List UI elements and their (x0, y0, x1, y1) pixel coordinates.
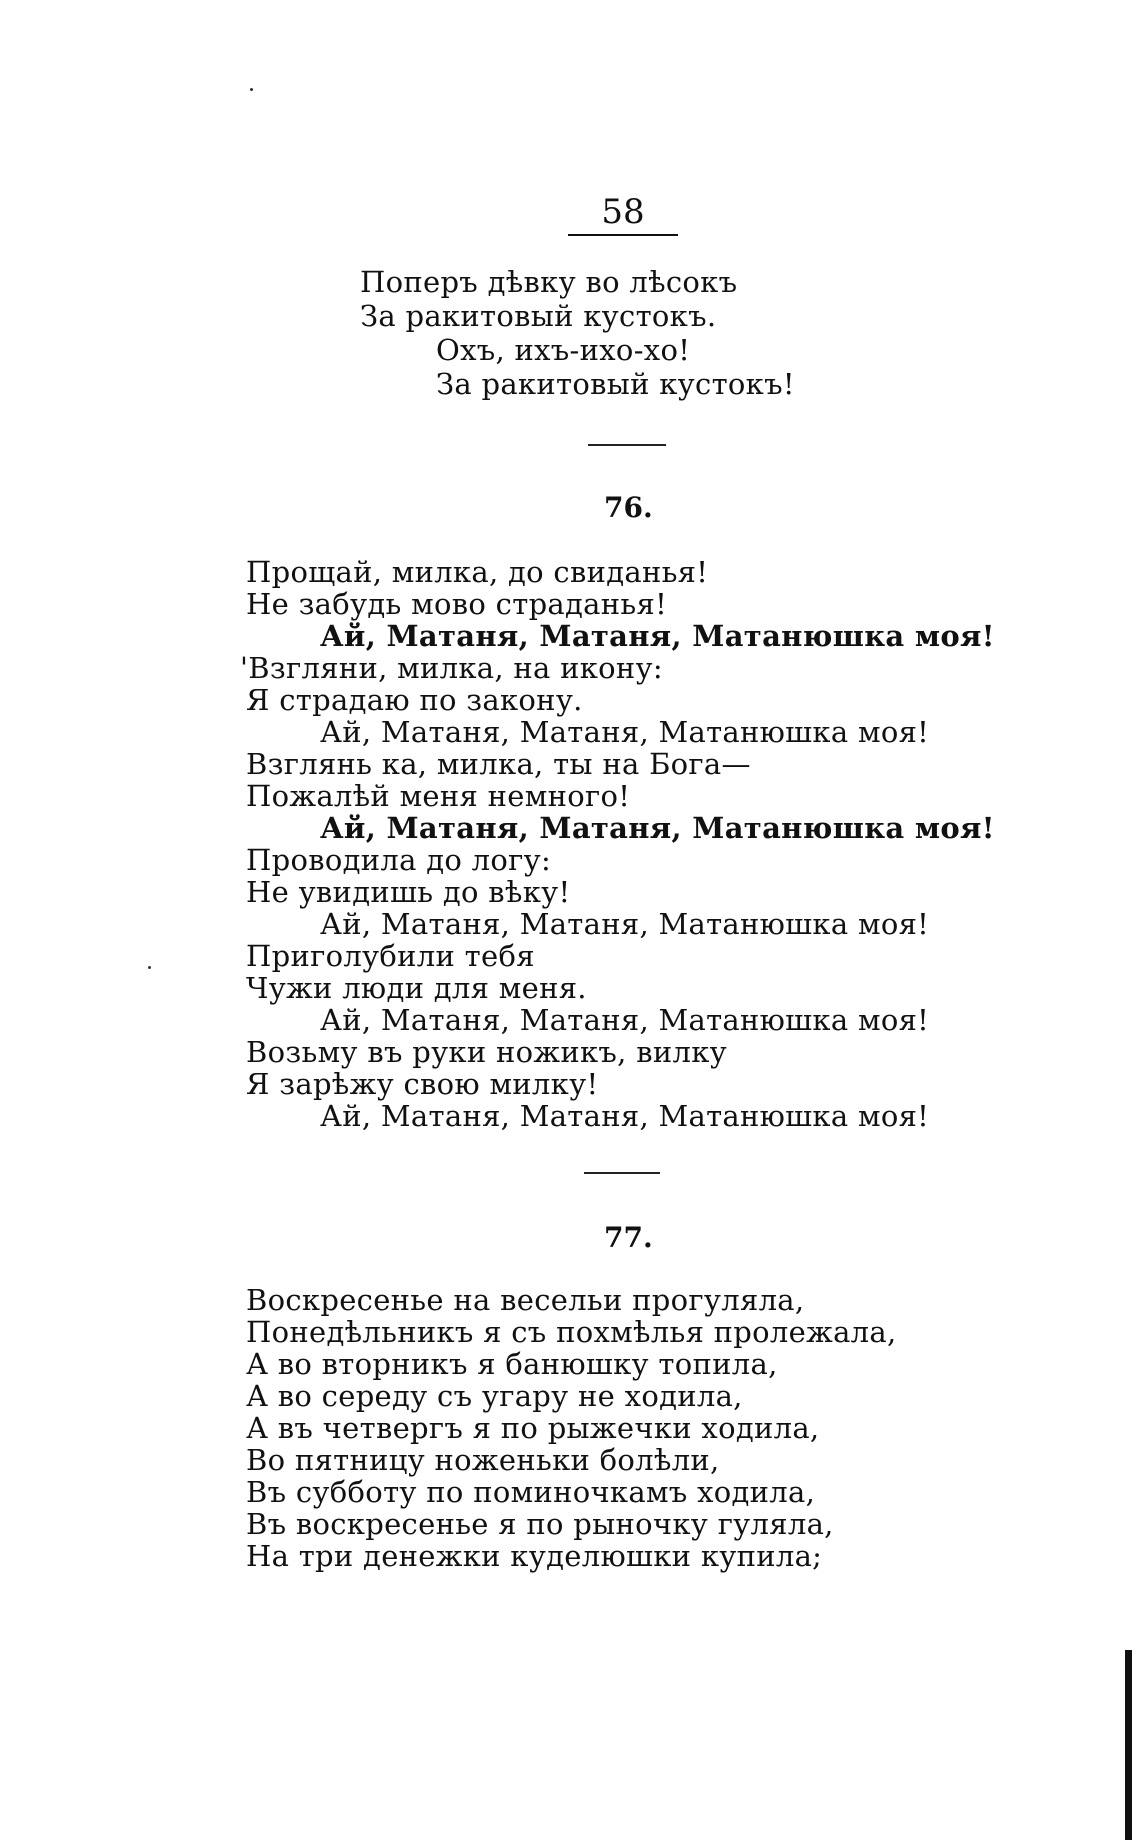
verse-line: Взглянь ка, милка, ты на Бога— (246, 747, 751, 781)
verse-line: А во вторникъ я банюшку топила, (246, 1347, 778, 1381)
scan-edge-mark (1125, 1650, 1132, 1840)
verse-line: За ракитовый кустокъ! (436, 367, 795, 401)
verse-line: Прощай, милка, до свиданья! (246, 555, 709, 589)
refrain-line: Ай, Матаня, Матаня, Матанюшка моя! (320, 907, 930, 941)
refrain-line: Ай, Матаня, Матаня, Матанюшка моя! (320, 1099, 930, 1133)
verse-line: Пожалѣй меня немного! (246, 779, 631, 813)
refrain-line: Ай, Матаня, Матаня, Матанюшка моя! (320, 811, 995, 845)
verse-line: Понедѣльникъ я съ похмѣлья пролежала, (246, 1315, 897, 1349)
verse-line: Въ воскресенье я по рыночку гуляла, (246, 1507, 834, 1541)
section-divider (584, 1172, 660, 1174)
verse-line: А въ четвергъ я по рыжечки ходила, (246, 1411, 820, 1445)
refrain-line: Ай, Матаня, Матаня, Матанюшка моя! (320, 715, 930, 749)
verse-line: Не увидишь до вѣку! (246, 875, 571, 909)
verse-line: Поперъ дѣвку во лѣсокъ (360, 265, 738, 299)
verse-line: Воскресенье на весельи прогуляла, (246, 1283, 805, 1317)
verse-line: Приголубили тебя (246, 939, 535, 973)
verse-line: Я зарѣжу свою милку! (246, 1067, 599, 1101)
verse-line: Во пятницу ноженьки болѣли, (246, 1443, 720, 1477)
verse-line: Не забудь мово страданья! (246, 587, 668, 621)
verse-line: Въ субботу по поминочкамъ ходила, (246, 1475, 816, 1509)
verse-line: Чужи люди для меня. (246, 971, 587, 1005)
verse-line: А во середу съ угару не ходила, (246, 1379, 743, 1413)
page-number: 58 (568, 192, 678, 236)
verse-line: На три денежки куделюшки купила; (246, 1539, 823, 1573)
verse-line: Охъ, ихъ-ихо-хо! (436, 333, 691, 367)
song-number: 76. (604, 491, 653, 524)
verse-line: 'Взгляни, милка, на икону: (240, 651, 663, 685)
refrain-line: Ай, Матаня, Матаня, Матанюшка моя! (320, 1003, 930, 1037)
verse-line: Я страдаю по закону. (246, 683, 583, 717)
verse-line: Проводила до логу: (246, 843, 552, 877)
scan-speck (148, 966, 151, 969)
verse-line: За ракитовый кустокъ. (360, 299, 717, 333)
refrain-line: Ай, Матаня, Матаня, Матанюшка моя! (320, 619, 995, 653)
scan-speck (250, 88, 253, 91)
verse-line: Возьму въ руки ножикъ, вилку (246, 1035, 727, 1069)
song-number: 77. (604, 1221, 653, 1254)
section-divider (588, 444, 666, 446)
